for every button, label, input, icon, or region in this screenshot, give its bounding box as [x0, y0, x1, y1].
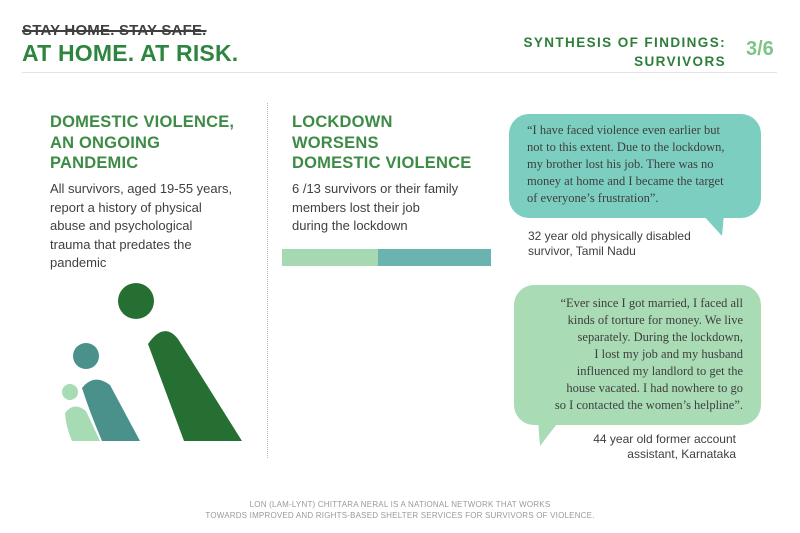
- quote-line: not to this extent. Due to the lockdown,: [527, 140, 725, 154]
- finding1-heading-line1: DOMESTIC VIOLENCE,: [50, 113, 235, 131]
- finding2-heading-line3: DOMESTIC VIOLENCE: [292, 154, 472, 172]
- section-title: [523, 33, 726, 71]
- quote-line: money at home and I became the target: [527, 174, 724, 188]
- quote-line: separately. During the lockdown,: [577, 330, 743, 344]
- quote-2-attribution: [593, 432, 736, 461]
- attribution-line: assistant, Karnataka: [627, 446, 736, 461]
- section-title-line1: SYNTHESIS OF FINDINGS:: [523, 35, 726, 50]
- footer-line: TOWARDS IMPROVED AND RIGHTS-BASED SHELTER SERVICES FOR SURVIVORS OF VIOLENCE.: [205, 511, 595, 520]
- footer-note: [0, 499, 800, 521]
- attribution-line: 32 year old physically disabled: [528, 229, 691, 243]
- quote-bubble-2: [514, 285, 761, 425]
- finding2-text: [292, 180, 458, 236]
- quote-bubble-1-tail: [700, 214, 728, 238]
- attribution-line: 44 year old former account: [593, 432, 736, 446]
- quote-line: “Ever since I got married, I faced all: [560, 296, 743, 310]
- adult-figure: [118, 283, 242, 441]
- finding2-text-line: members lost their job: [292, 199, 420, 215]
- family-figure-illustration: [60, 283, 250, 443]
- struck-slogan: STAY HOME. STAY SAFE.: [22, 22, 207, 39]
- finding1-text-line: abuse and psychological: [50, 218, 193, 233]
- job-loss-proportion-bar: [282, 249, 491, 266]
- quote-line: I lost my job and my husband: [594, 347, 743, 361]
- header-divider: [22, 72, 777, 73]
- quote-bubble-1: [509, 114, 761, 218]
- footer-line: LON (LAM-LYNT) CHITTARA NERAL IS A NATIONAL NETWORK THAT WORKS: [249, 500, 551, 509]
- quote-line: my brother lost his job. There was no: [527, 157, 714, 171]
- finding1-heading: [50, 112, 234, 174]
- finding1-text-line: trauma that predates the: [50, 236, 192, 252]
- quote-bubble-2-tail: [534, 420, 562, 448]
- quote-1-attribution: [528, 229, 691, 258]
- main-slogan: AT HOME. AT RISK.: [22, 40, 239, 66]
- finding2-heading-line2: WORSENS: [292, 133, 379, 152]
- finding2-text-line: during the lockdown: [292, 218, 408, 233]
- job-loss-segment: [282, 249, 378, 266]
- finding2-heading: [292, 112, 471, 174]
- column-divider: [267, 103, 268, 458]
- finding1-text-line: report a history of physical: [50, 199, 202, 215]
- quote-line: “I have faced violence even earlier but: [527, 123, 720, 137]
- page-indicator: 3/6: [746, 38, 774, 60]
- finding1-text: [50, 180, 232, 273]
- quote-line: of everyone’s frustration”.: [527, 191, 659, 205]
- quote-line: so I contacted the women’s helpline”.: [554, 398, 743, 412]
- remaining-segment: [378, 249, 491, 266]
- finding1-heading-line2: AN ONGOING: [50, 133, 161, 152]
- finding1-text-line: All survivors, aged 19-55 years,: [50, 181, 233, 196]
- quote-line: influenced my landlord to get the: [576, 364, 743, 378]
- quote-line: house vacated. I had nowhere to go: [566, 381, 743, 395]
- brand-block: [22, 22, 238, 67]
- attribution-line: survivor, Tamil Nadu: [528, 243, 636, 258]
- section-title-line2: SURVIVORS: [634, 54, 726, 69]
- finding1-heading-line3: PANDEMIC: [50, 154, 139, 172]
- finding2-heading-line1: LOCKDOWN: [292, 113, 393, 131]
- finding1-text-line: pandemic: [50, 255, 107, 270]
- finding2-text-line: 6 /13 survivors or their family: [292, 181, 459, 196]
- quote-line: kinds of torture for money. We live: [567, 313, 743, 327]
